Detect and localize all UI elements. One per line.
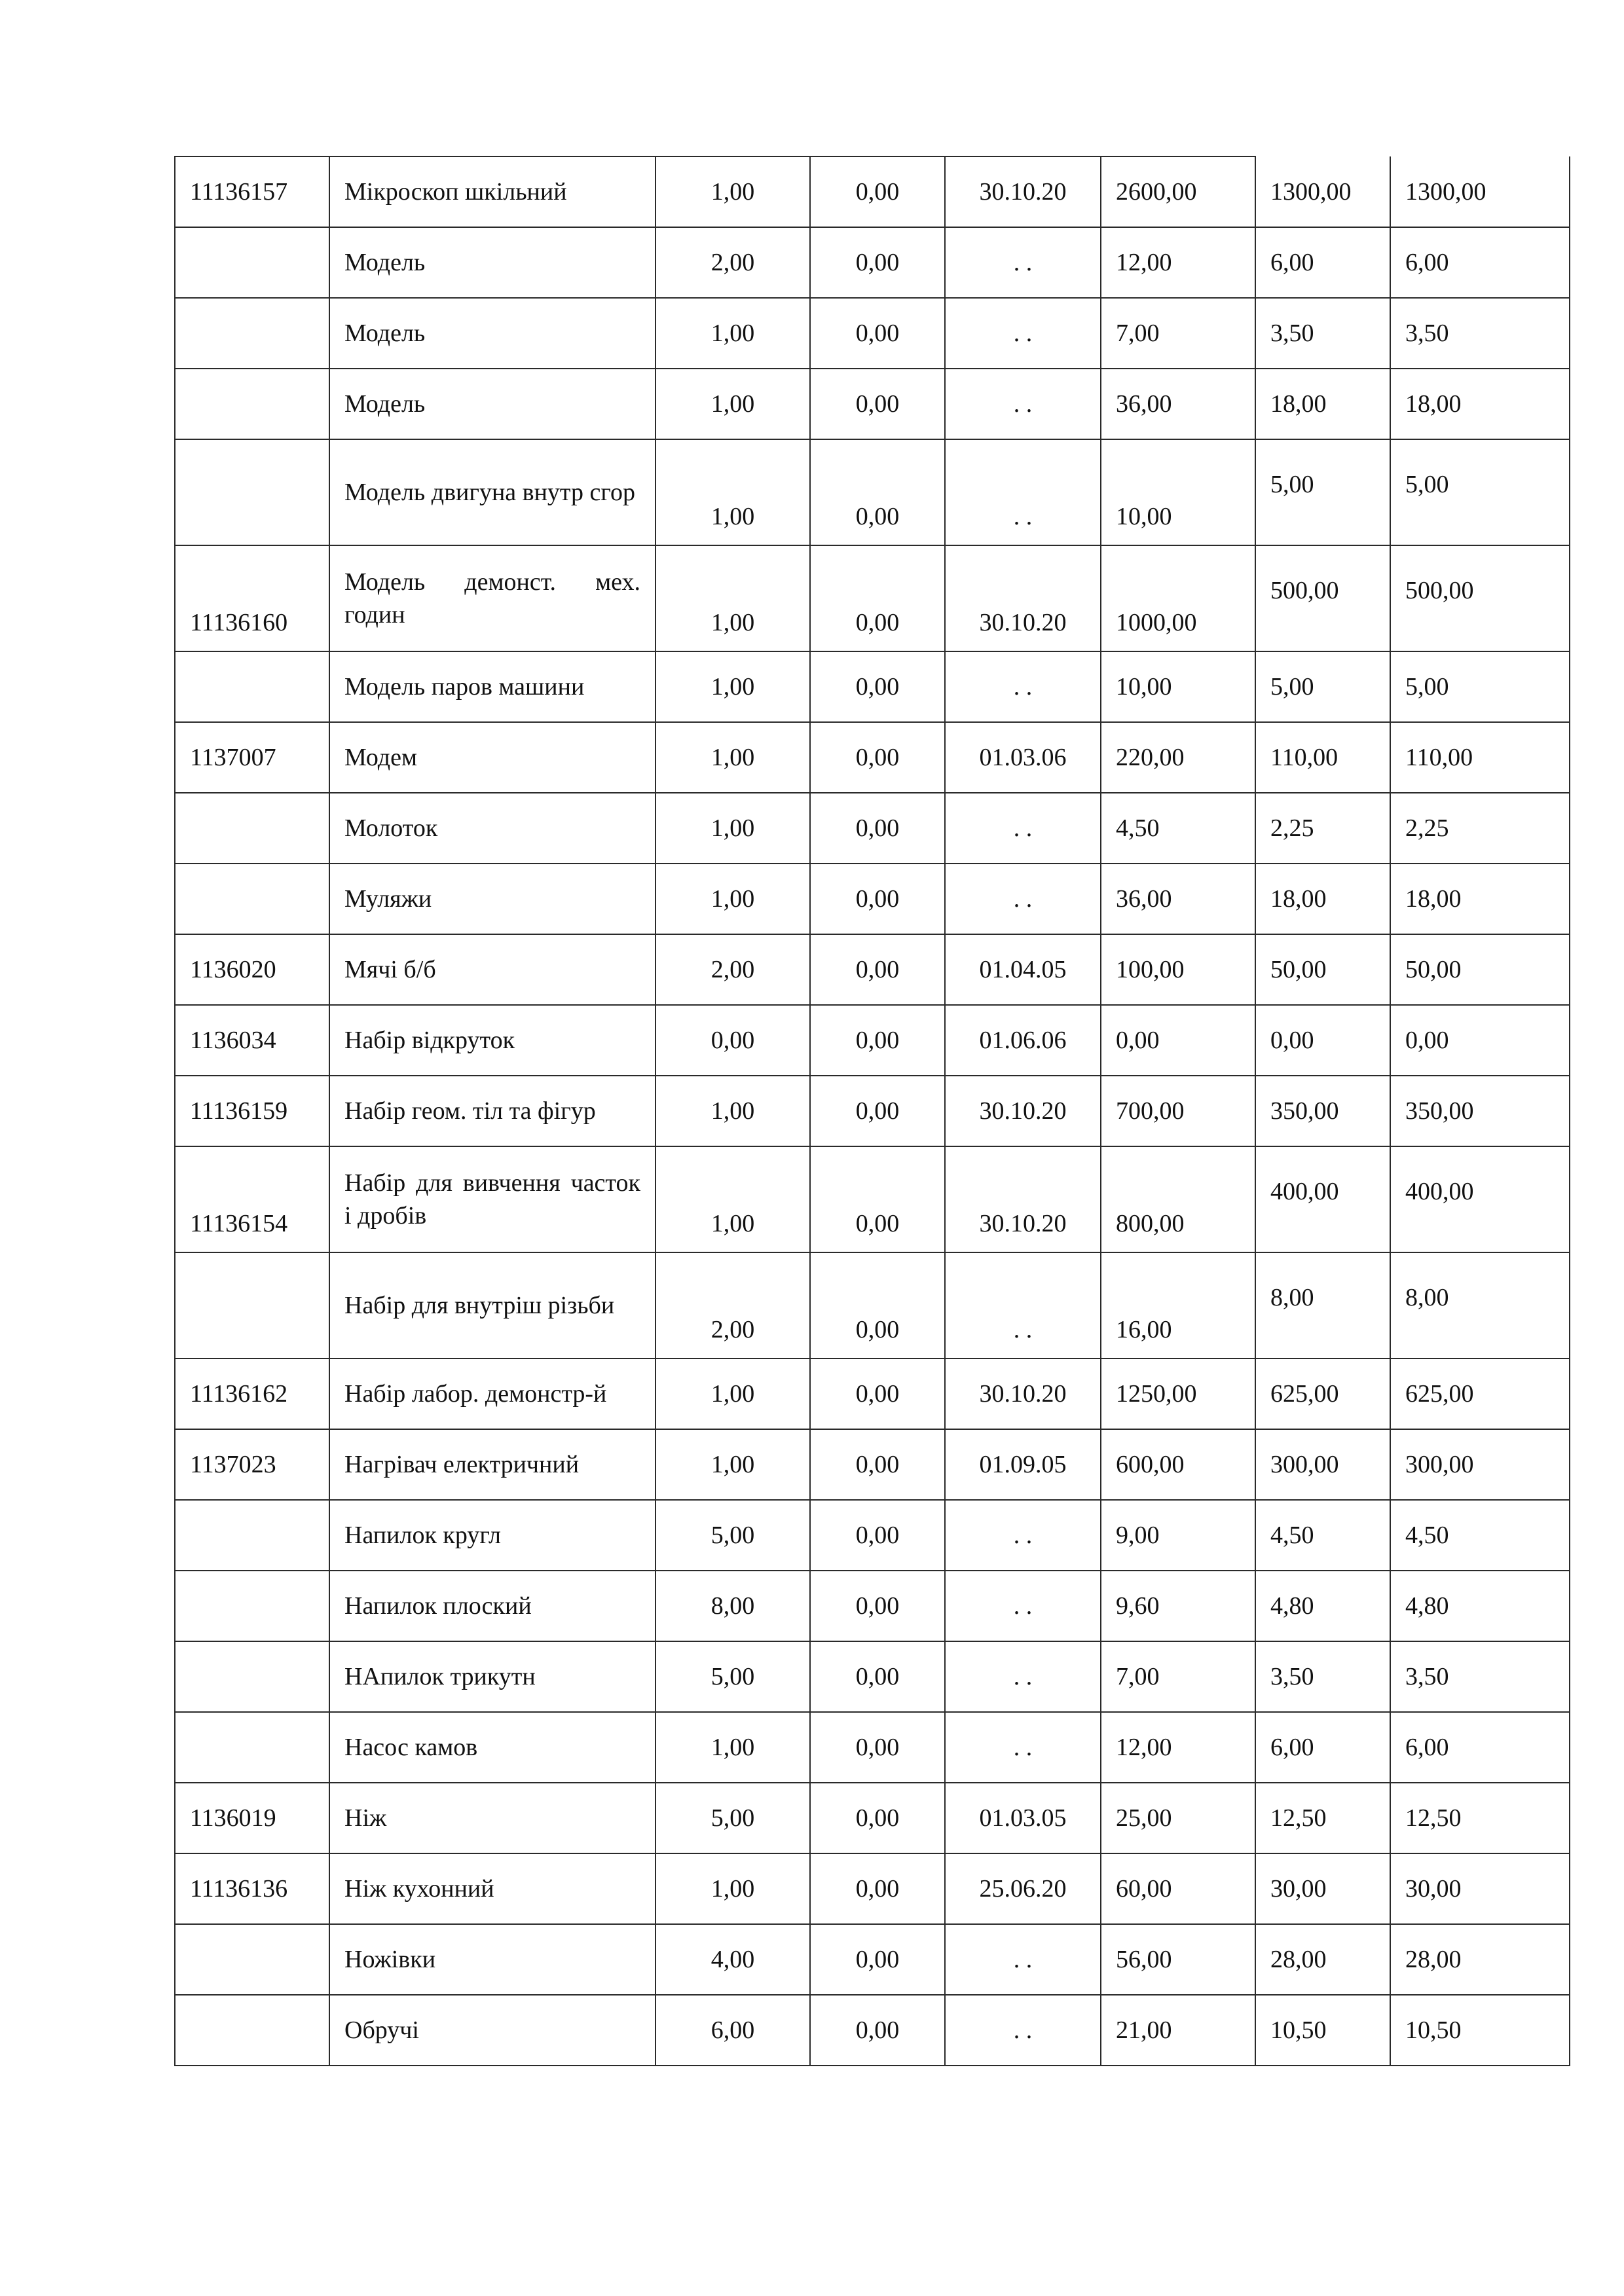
quantity-cell: 1,00: [655, 298, 810, 369]
residual-value-cell: 8,00: [1390, 1252, 1570, 1358]
inventory-number-cell: [175, 439, 329, 545]
table-row: [175, 864, 1570, 934]
secondary-quantity-cell: 0,00: [810, 1500, 945, 1571]
cost-cell: 10,00: [1101, 651, 1255, 722]
date-cell: 01.04.05: [945, 934, 1101, 1005]
depreciation-cell: 18,00: [1255, 369, 1390, 439]
quantity-cell: 1,00: [655, 651, 810, 722]
depreciation-cell: 1300,00: [1255, 156, 1390, 227]
item-name-cell: Мікроскоп шкільний: [329, 156, 655, 227]
table-row: [175, 793, 1570, 864]
depreciation-cell: 30,00: [1255, 1853, 1390, 1924]
inventory-number-cell: 1136034: [175, 1005, 329, 1076]
depreciation-cell: 3,50: [1255, 1641, 1390, 1712]
cost-cell: 12,00: [1101, 1712, 1255, 1783]
table-row: [175, 156, 1570, 227]
secondary-quantity-cell: 0,00: [810, 1641, 945, 1712]
table-row: [175, 298, 1570, 369]
residual-value-cell: 18,00: [1390, 369, 1570, 439]
inventory-number-cell: [175, 1712, 329, 1783]
inventory-number-cell: [175, 1252, 329, 1358]
date-cell: . .: [945, 1712, 1101, 1783]
table-row: [175, 1571, 1570, 1641]
table-row: [175, 1252, 1570, 1358]
quantity-cell: 5,00: [655, 1641, 810, 1712]
secondary-quantity-cell: 0,00: [810, 1005, 945, 1076]
item-name-cell: Модем: [329, 722, 655, 793]
cost-cell: 7,00: [1101, 298, 1255, 369]
cost-cell: 36,00: [1101, 369, 1255, 439]
date-cell: 30.10.20: [945, 1146, 1101, 1252]
depreciation-cell: 5,00: [1255, 439, 1390, 545]
cost-cell: 25,00: [1101, 1783, 1255, 1853]
cost-cell: 100,00: [1101, 934, 1255, 1005]
residual-value-cell: 2,25: [1390, 793, 1570, 864]
quantity-cell: 2,00: [655, 1252, 810, 1358]
inventory-rows: [175, 156, 1570, 2066]
residual-value-cell: 5,00: [1390, 651, 1570, 722]
item-name-cell: Напилок плоский: [329, 1571, 655, 1641]
cost-cell: 4,50: [1101, 793, 1255, 864]
depreciation-cell: 4,80: [1255, 1571, 1390, 1641]
item-name-cell: Обручі: [329, 1995, 655, 2066]
table-row: [175, 1641, 1570, 1712]
secondary-quantity-cell: 0,00: [810, 156, 945, 227]
residual-value-cell: 110,00: [1390, 722, 1570, 793]
inventory-table: [174, 156, 1570, 2066]
depreciation-cell: 12,50: [1255, 1783, 1390, 1853]
table-row: [175, 651, 1570, 722]
secondary-quantity-cell: 0,00: [810, 1924, 945, 1995]
item-name-cell: Нагрівач електричний: [329, 1429, 655, 1500]
depreciation-cell: 5,00: [1255, 651, 1390, 722]
inventory-number-cell: [175, 1995, 329, 2066]
inventory-number-cell: 11136157: [175, 156, 329, 227]
date-cell: . .: [945, 1252, 1101, 1358]
table-row: [175, 1924, 1570, 1995]
secondary-quantity-cell: 0,00: [810, 864, 945, 934]
item-name-cell: НАпилок трикутн: [329, 1641, 655, 1712]
table-row: [175, 1853, 1570, 1924]
secondary-quantity-cell: 0,00: [810, 1783, 945, 1853]
quantity-cell: 2,00: [655, 227, 810, 298]
quantity-cell: 1,00: [655, 545, 810, 651]
depreciation-cell: 4,50: [1255, 1500, 1390, 1571]
depreciation-cell: 400,00: [1255, 1146, 1390, 1252]
table-row: [175, 1076, 1570, 1146]
cost-cell: 21,00: [1101, 1995, 1255, 2066]
depreciation-cell: 0,00: [1255, 1005, 1390, 1076]
residual-value-cell: 3,50: [1390, 298, 1570, 369]
residual-value-cell: 6,00: [1390, 1712, 1570, 1783]
item-name-cell: Молоток: [329, 793, 655, 864]
quantity-cell: 0,00: [655, 1005, 810, 1076]
quantity-cell: 4,00: [655, 1924, 810, 1995]
item-name-cell: Муляжи: [329, 864, 655, 934]
cost-cell: 700,00: [1101, 1076, 1255, 1146]
item-name-cell: Мячі б/б: [329, 934, 655, 1005]
table-row: [175, 1712, 1570, 1783]
table-row: [175, 1995, 1570, 2066]
secondary-quantity-cell: 0,00: [810, 1076, 945, 1146]
residual-value-cell: 28,00: [1390, 1924, 1570, 1995]
cost-cell: 600,00: [1101, 1429, 1255, 1500]
item-name-cell: Напилок кругл: [329, 1500, 655, 1571]
residual-value-cell: 500,00: [1390, 545, 1570, 651]
inventory-number-cell: [175, 1571, 329, 1641]
item-name-cell: Набір для вивчення часток і дробів: [329, 1146, 655, 1252]
quantity-cell: 1,00: [655, 1712, 810, 1783]
table-row: [175, 1005, 1570, 1076]
date-cell: . .: [945, 793, 1101, 864]
secondary-quantity-cell: 0,00: [810, 369, 945, 439]
secondary-quantity-cell: 0,00: [810, 1358, 945, 1429]
table-row: [175, 1358, 1570, 1429]
item-name-cell: Ніж: [329, 1783, 655, 1853]
date-cell: . .: [945, 1641, 1101, 1712]
quantity-cell: 1,00: [655, 156, 810, 227]
table-row: [175, 1783, 1570, 1853]
quantity-cell: 1,00: [655, 1429, 810, 1500]
inventory-number-cell: [175, 1641, 329, 1712]
residual-value-cell: 30,00: [1390, 1853, 1570, 1924]
residual-value-cell: 0,00: [1390, 1005, 1570, 1076]
item-name-cell: Модель демонст. мех. годин: [329, 545, 655, 651]
item-name-cell: Набір лабор. демонстр-й: [329, 1358, 655, 1429]
cost-cell: 56,00: [1101, 1924, 1255, 1995]
date-cell: 30.10.20: [945, 156, 1101, 227]
secondary-quantity-cell: 0,00: [810, 439, 945, 545]
depreciation-cell: 18,00: [1255, 864, 1390, 934]
item-name-cell: Модель: [329, 369, 655, 439]
date-cell: . .: [945, 439, 1101, 545]
table-row: [175, 1429, 1570, 1500]
table-row: [175, 934, 1570, 1005]
inventory-number-cell: [175, 227, 329, 298]
depreciation-cell: 300,00: [1255, 1429, 1390, 1500]
secondary-quantity-cell: 0,00: [810, 651, 945, 722]
date-cell: 30.10.20: [945, 545, 1101, 651]
cost-cell: 16,00: [1101, 1252, 1255, 1358]
item-name-cell: Набір для внутріш різьби: [329, 1252, 655, 1358]
date-cell: . .: [945, 1924, 1101, 1995]
depreciation-cell: 28,00: [1255, 1924, 1390, 1995]
table-row: [175, 545, 1570, 651]
inventory-number-cell: 1137023: [175, 1429, 329, 1500]
table-row: [175, 369, 1570, 439]
secondary-quantity-cell: 0,00: [810, 934, 945, 1005]
residual-value-cell: 6,00: [1390, 227, 1570, 298]
cost-cell: 12,00: [1101, 227, 1255, 298]
quantity-cell: 1,00: [655, 1076, 810, 1146]
item-name-cell: Модель двигуна внутр сгор: [329, 439, 655, 545]
cost-cell: 7,00: [1101, 1641, 1255, 1712]
item-name-cell: Набір геом. тіл та фігур: [329, 1076, 655, 1146]
date-cell: . .: [945, 1995, 1101, 2066]
inventory-number-cell: [175, 369, 329, 439]
date-cell: 30.10.20: [945, 1076, 1101, 1146]
inventory-number-cell: [175, 864, 329, 934]
quantity-cell: 1,00: [655, 1358, 810, 1429]
table-row: [175, 1146, 1570, 1252]
item-name-cell: Ніж кухонний: [329, 1853, 655, 1924]
quantity-cell: 1,00: [655, 369, 810, 439]
quantity-cell: 8,00: [655, 1571, 810, 1641]
quantity-cell: 1,00: [655, 722, 810, 793]
residual-value-cell: 10,50: [1390, 1995, 1570, 2066]
quantity-cell: 5,00: [655, 1500, 810, 1571]
depreciation-cell: 6,00: [1255, 227, 1390, 298]
date-cell: 01.09.05: [945, 1429, 1101, 1500]
cost-cell: 10,00: [1101, 439, 1255, 545]
secondary-quantity-cell: 0,00: [810, 722, 945, 793]
secondary-quantity-cell: 0,00: [810, 1146, 945, 1252]
item-name-cell: Набір відкруток: [329, 1005, 655, 1076]
inventory-number-cell: 11136136: [175, 1853, 329, 1924]
residual-value-cell: 400,00: [1390, 1146, 1570, 1252]
cost-cell: 9,60: [1101, 1571, 1255, 1641]
residual-value-cell: 350,00: [1390, 1076, 1570, 1146]
quantity-cell: 1,00: [655, 793, 810, 864]
date-cell: . .: [945, 651, 1101, 722]
date-cell: 01.03.05: [945, 1783, 1101, 1853]
inventory-number-cell: 1137007: [175, 722, 329, 793]
table-row: [175, 1500, 1570, 1571]
inventory-number-cell: 11136154: [175, 1146, 329, 1252]
depreciation-cell: 8,00: [1255, 1252, 1390, 1358]
date-cell: 01.06.06: [945, 1005, 1101, 1076]
date-cell: . .: [945, 1571, 1101, 1641]
inventory-number-cell: 11136159: [175, 1076, 329, 1146]
date-cell: . .: [945, 1500, 1101, 1571]
inventory-number-cell: [175, 298, 329, 369]
secondary-quantity-cell: 0,00: [810, 793, 945, 864]
cost-cell: 1250,00: [1101, 1358, 1255, 1429]
cost-cell: 9,00: [1101, 1500, 1255, 1571]
date-cell: . .: [945, 369, 1101, 439]
cost-cell: 220,00: [1101, 722, 1255, 793]
secondary-quantity-cell: 0,00: [810, 1712, 945, 1783]
secondary-quantity-cell: 0,00: [810, 545, 945, 651]
inventory-number-cell: [175, 1924, 329, 1995]
residual-value-cell: 50,00: [1390, 934, 1570, 1005]
table-row: [175, 722, 1570, 793]
cost-cell: 36,00: [1101, 864, 1255, 934]
item-name-cell: Модель: [329, 298, 655, 369]
residual-value-cell: 3,50: [1390, 1641, 1570, 1712]
depreciation-cell: 625,00: [1255, 1358, 1390, 1429]
secondary-quantity-cell: 0,00: [810, 227, 945, 298]
cost-cell: 0,00: [1101, 1005, 1255, 1076]
inventory-number-cell: [175, 651, 329, 722]
inventory-number-cell: [175, 1500, 329, 1571]
quantity-cell: 1,00: [655, 1146, 810, 1252]
date-cell: 30.10.20: [945, 1358, 1101, 1429]
quantity-cell: 1,00: [655, 439, 810, 545]
date-cell: . .: [945, 864, 1101, 934]
residual-value-cell: 12,50: [1390, 1783, 1570, 1853]
table-row: [175, 439, 1570, 545]
cost-cell: 60,00: [1101, 1853, 1255, 1924]
secondary-quantity-cell: 0,00: [810, 1429, 945, 1500]
date-cell: . .: [945, 298, 1101, 369]
inventory-number-cell: 11136162: [175, 1358, 329, 1429]
residual-value-cell: 4,50: [1390, 1500, 1570, 1571]
depreciation-cell: 50,00: [1255, 934, 1390, 1005]
residual-value-cell: 5,00: [1390, 439, 1570, 545]
quantity-cell: 6,00: [655, 1995, 810, 2066]
date-cell: 01.03.06: [945, 722, 1101, 793]
item-name-cell: Насос камов: [329, 1712, 655, 1783]
inventory-number-cell: 1136020: [175, 934, 329, 1005]
depreciation-cell: 3,50: [1255, 298, 1390, 369]
item-name-cell: Модель паров машини: [329, 651, 655, 722]
cost-cell: 2600,00: [1101, 156, 1255, 227]
residual-value-cell: 300,00: [1390, 1429, 1570, 1500]
cost-cell: 800,00: [1101, 1146, 1255, 1252]
item-name-cell: Ножівки: [329, 1924, 655, 1995]
quantity-cell: 1,00: [655, 1853, 810, 1924]
residual-value-cell: 625,00: [1390, 1358, 1570, 1429]
secondary-quantity-cell: 0,00: [810, 1571, 945, 1641]
residual-value-cell: 4,80: [1390, 1571, 1570, 1641]
secondary-quantity-cell: 0,00: [810, 298, 945, 369]
date-cell: 25.06.20: [945, 1853, 1101, 1924]
residual-value-cell: 18,00: [1390, 864, 1570, 934]
quantity-cell: 2,00: [655, 934, 810, 1005]
inventory-number-cell: 11136160: [175, 545, 329, 651]
secondary-quantity-cell: 0,00: [810, 1995, 945, 2066]
secondary-quantity-cell: 0,00: [810, 1252, 945, 1358]
quantity-cell: 1,00: [655, 864, 810, 934]
depreciation-cell: 10,50: [1255, 1995, 1390, 2066]
inventory-number-cell: [175, 793, 329, 864]
date-cell: . .: [945, 227, 1101, 298]
quantity-cell: 5,00: [655, 1783, 810, 1853]
depreciation-cell: 110,00: [1255, 722, 1390, 793]
inventory-number-cell: 1136019: [175, 1783, 329, 1853]
depreciation-cell: 6,00: [1255, 1712, 1390, 1783]
secondary-quantity-cell: 0,00: [810, 1853, 945, 1924]
depreciation-cell: 2,25: [1255, 793, 1390, 864]
residual-value-cell: 1300,00: [1390, 156, 1570, 227]
cost-cell: 1000,00: [1101, 545, 1255, 651]
depreciation-cell: 350,00: [1255, 1076, 1390, 1146]
item-name-cell: Модель: [329, 227, 655, 298]
table-row: [175, 227, 1570, 298]
depreciation-cell: 500,00: [1255, 545, 1390, 651]
